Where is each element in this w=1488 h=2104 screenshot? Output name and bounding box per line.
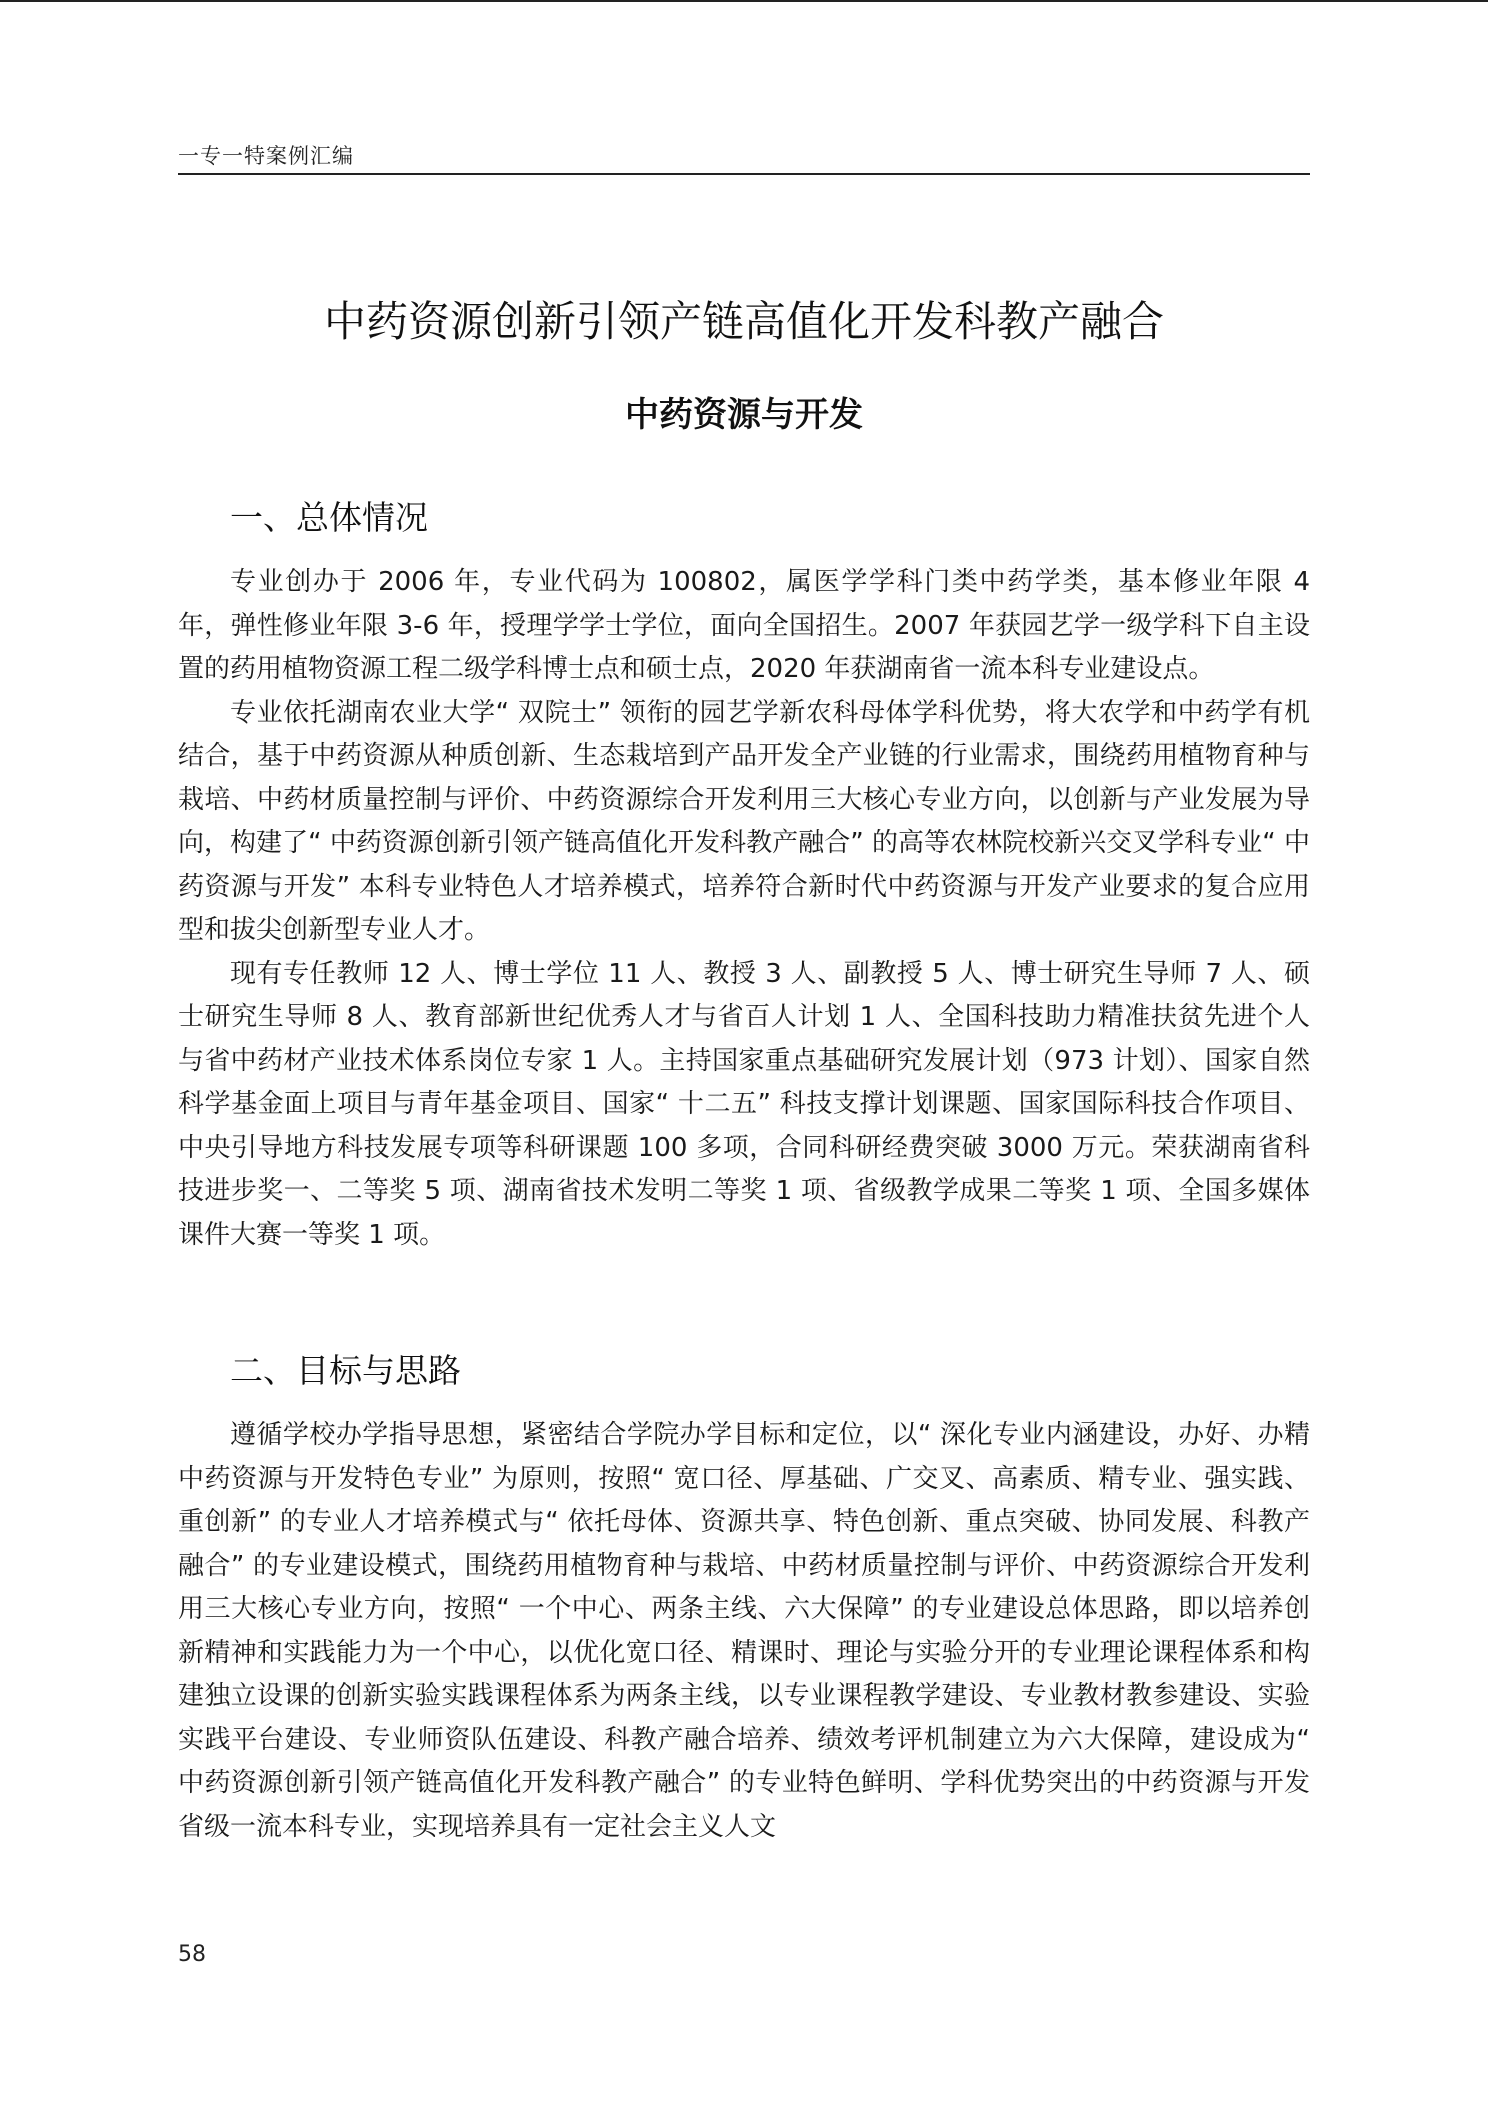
paragraph: 专业创办于 2006 年，专业代码为 100802，属医学学科门类中药学类，基本修业年限 4 年，弹性修业年限 3-6 年，授理学学士学位，面向全国招生。2007 年获园艺学一级学科下自主设置的药用植物资源工程二级学科博士点和硕士点，2020 年获湖南省一流本科专业建设点。 xyxy=(178,567,1310,684)
running-head: 一专一特案例汇编 xyxy=(178,144,354,168)
paragraph: 专业依托湖南农业大学“ 双院士” 领衔的园艺学新农科母体学科优势，将大农学和中药学有机结合，基于中药资源从种质创新、生态栽培到产品开发全产业链的行业需求，围绕药用植物育种与栽培、中药材质量控制与评价、中药资源综合开发利用三大核心专业方向，以创新与产业发展为导向，构建了“ 中药资源创新引领产链高值化开发科教产融合” 的高等农林院校新兴交叉学科专业“ 中药资源与开发” 本科专业特色人才培养模式，培养符合新时代中药资源与开发产业要求的复合应用型和拔尖创新型专业人才。 xyxy=(178,697,1310,945)
document-title: 中药资源创新引领产链高值化开发科教产融合 xyxy=(323,297,1164,346)
document-subtitle: 中药资源与开发 xyxy=(625,395,863,435)
section-heading: 一、总体情况 xyxy=(230,498,428,537)
section-goals xyxy=(178,1346,1310,1849)
section-overview xyxy=(178,493,1310,1257)
paragraph: 现有专任教师 12 人、博士学位 11 人、教授 3 人、副教授 5 人、博士研究生导师 7 人、硕士研究生导师 8 人、教育部新世纪优秀人才与省百人计划 1 人、全国科技助力精准扶贫先进个人与省中药材产业技术体系岗位专家 1 人。主持国家重点基础研究发展计划（973 计划）、国家自然科学基金面上项目与青年基金项目、国家“ 十二五” 科技支撑计划课题、国家国际科技合作项目、中央引导地方科技发展专项等科研课题 100 多项，合同科研经费突破 3000 万元。荣获湖南省科技进步奖一、二等奖 5 项、湖南省技术发明二等奖 1 项、省级教学成果二等奖 1 项、全国多媒体课件大赛一等奖 1 项。 xyxy=(178,958,1310,1250)
header-rule xyxy=(178,173,1310,175)
section-heading: 二、目标与思路 xyxy=(230,1351,461,1390)
paragraph: 遵循学校办学指导思想，紧密结合学院办学目标和定位，以“ 深化专业内涵建设，办好、办精中药资源与开发特色专业” 为原则，按照“ 宽口径、厚基础、广交叉、高素质、精专业、强实践、重创新” 的专业人才培养模式与“ 依托母体、资源共享、特色创新、重点突破、协同发展、科教产融合” 的专业建设模式，围绕药用植物育种与栽培、中药材质量控制与评价、中药资源综合开发利用三大核心专业方向，按照“ 一个中心、两条主线、六大保障” 的专业建设总体思路，即以培养创新精神和实践能力为一个中心，以优化宽口径、精课时、理论与实验分开的专业理论课程体系和构建独立设课的创新实验实践课程体系为两条主线，以专业课程教学建设、专业教材教参建设、实验实践平台建设、专业师资队伍建设、科教产融合培养、绩效考评机制建立为六大保障，建设成为“ 中药资源创新引领产链高值化开发科教产融合” 的专业特色鲜明、学科优势突出的中药资源与开发省级一流本科专业，实现培养具有一定社会主义人文 xyxy=(178,1420,1310,1842)
page-top-border xyxy=(0,0,1488,2)
page-number: 58 xyxy=(178,1942,206,1967)
